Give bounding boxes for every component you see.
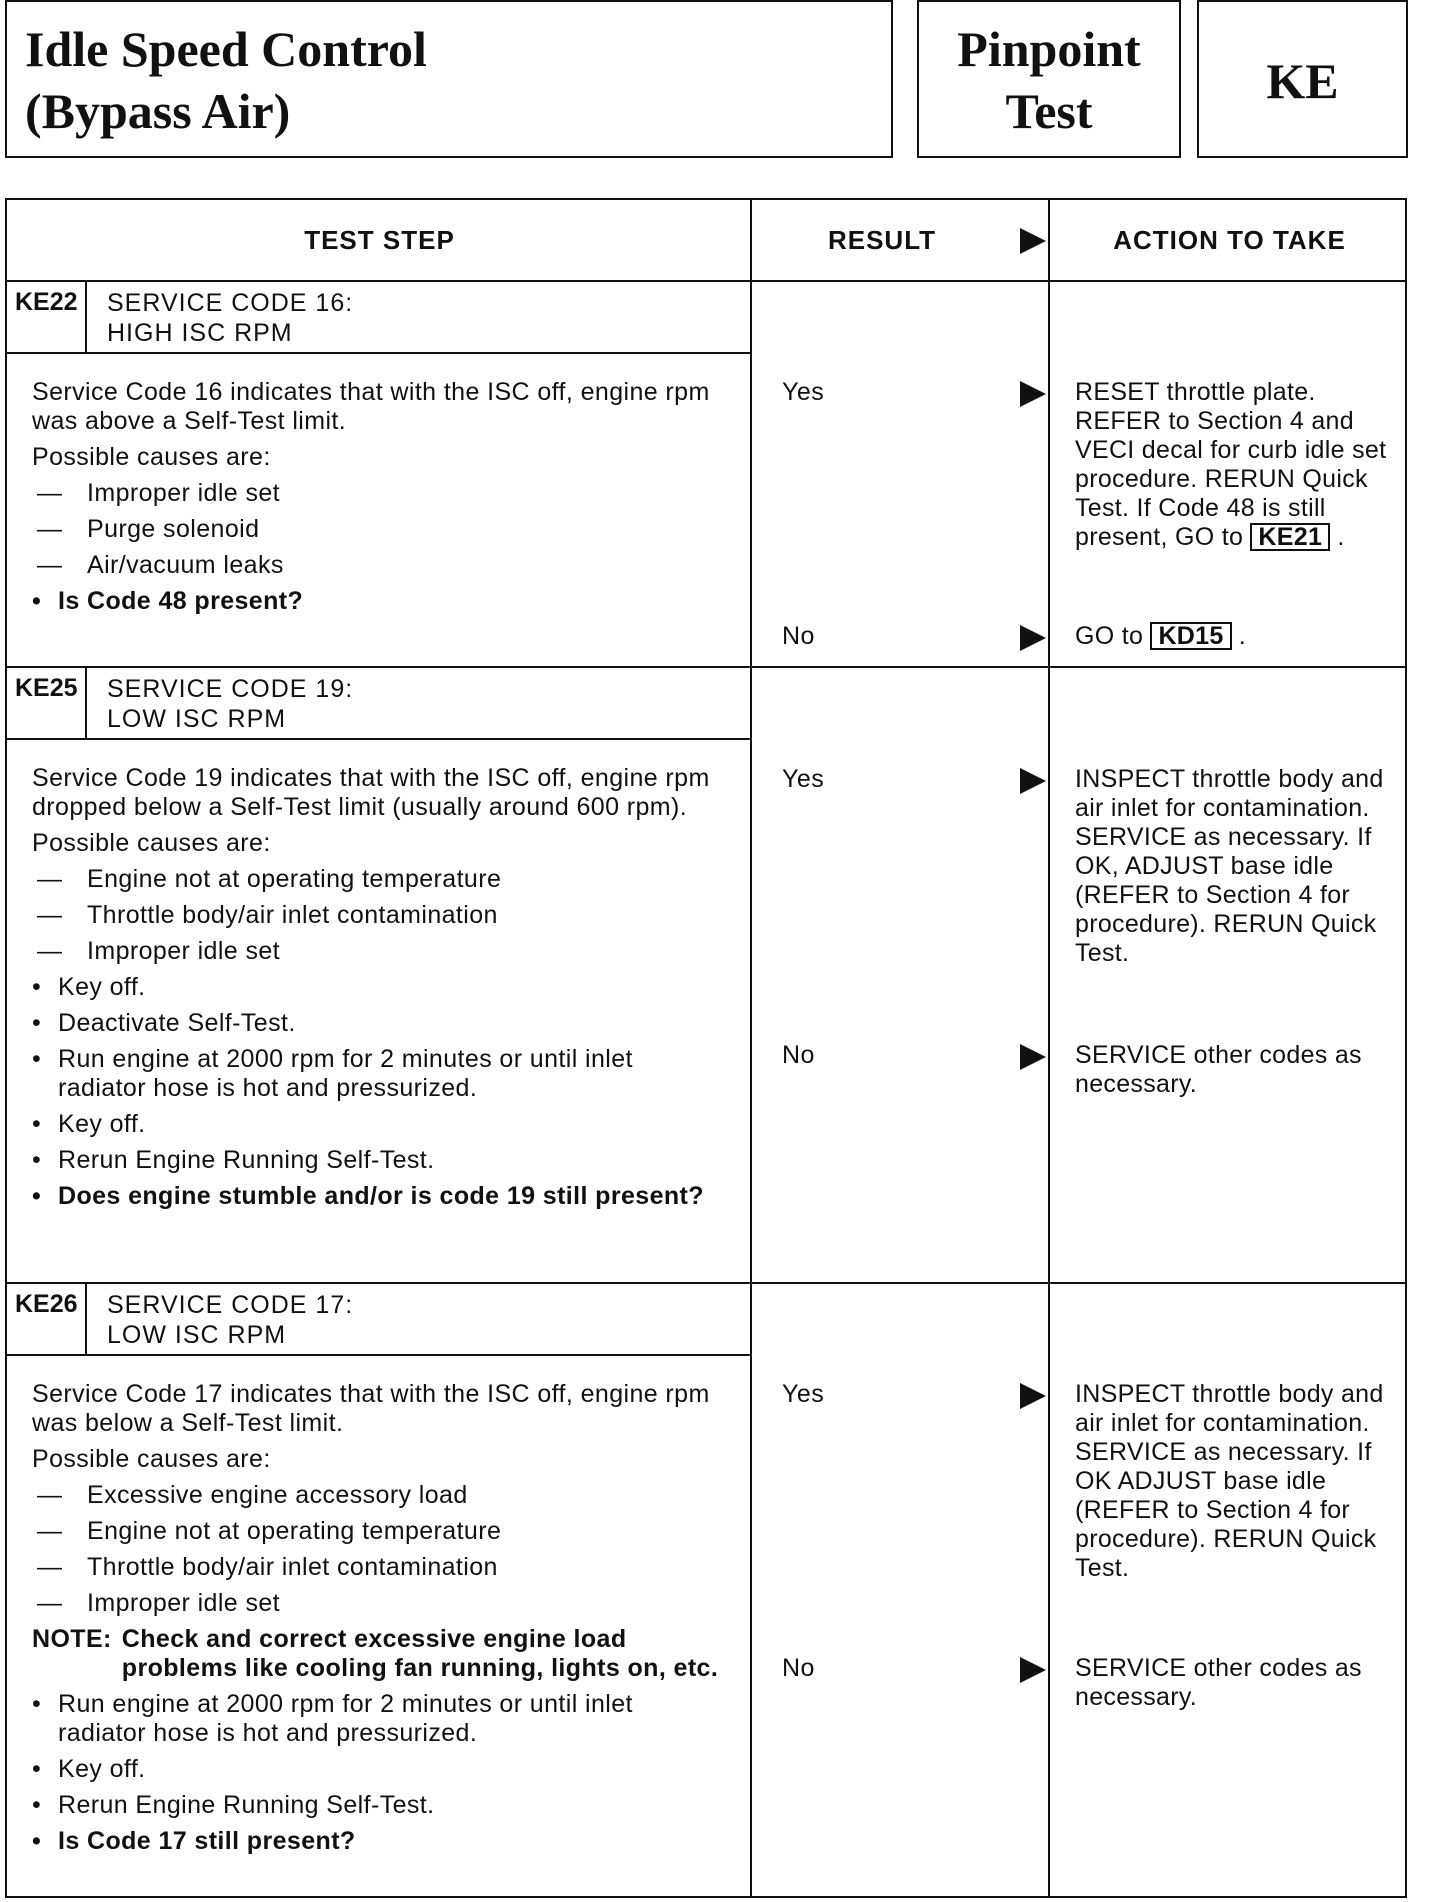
step-header [7,1284,752,1356]
procedure-step: • Rerun Engine Running Self-Test. [32,1146,722,1175]
step-body [32,764,722,1218]
cause-item: — Air/vacuum leaks [32,551,722,580]
title-line-1: Idle Speed Control [25,21,427,77]
action-no: SERVICE other codes as necessary. [1075,1041,1362,1098]
action-no-text: GO to [1075,622,1144,650]
test-code: KE [1266,53,1339,109]
procedure-step: • Deactivate Self-Test. [32,1009,722,1038]
procedure-step: • Run engine at 2000 rpm for 2 minutes or until inlet radiator hose is hot and pressurized. [32,1690,722,1748]
action-yes: INSPECT throttle body and air inlet for contamination. SERVICE as necessary. If OK ADJUST base idle (REFER to Section 4 for procedure). RERUN Quick Test. [1075,1380,1384,1582]
header-action: ACTION TO TAKE [1113,225,1346,255]
step-intro: Service Code 17 indicates that with the ISC off, engine rpm was below a Self-Test limit. [32,1380,710,1437]
step-reference: KE21 [1250,523,1330,551]
cause-item: — Engine not at operating temperature [32,1517,722,1546]
causes-label: Possible causes are: [32,829,271,857]
step-title [107,1290,353,1350]
test-code-box [1197,0,1408,158]
result-arrow-icon [1018,766,1048,796]
note-label: NOTE: [32,1625,112,1653]
procedure-step: • Key off. [32,973,722,1002]
result-arrow-icon [1018,379,1048,409]
step-header [7,668,752,740]
step-question: • Is Code 48 present? [32,587,722,616]
cause-item: — Throttle body/air inlet contamination [32,901,722,930]
step-title [107,288,353,348]
causes-label: Possible causes are: [32,443,271,471]
action-yes-text: RESET throttle plate. REFER to Section 4 and VECI decal for curb idle set procedure. RERUN Quick Test. If Code 48 is still present, GO to [1075,378,1387,551]
header-result: RESULT [827,225,937,255]
test-label: Test [1005,83,1093,139]
step-title-line-1: SERVICE CODE 16: [107,289,354,317]
pinpoint-table [5,198,1407,1898]
result-no: No [782,1654,815,1682]
action-yes: RESET throttle plate. REFER to Section 4 and VECI decal for curb idle set procedure. RERUN Quick Test. If Code 48 is still present, GO to KE21 . [1075,378,1387,551]
step-title-line-1: SERVICE CODE 19: [107,675,354,703]
cause-item: — Engine not at operating temperature [32,865,722,894]
action-no: GO to KD15 . [1075,622,1247,650]
step-section-ke22 [7,282,1405,666]
step-body [32,378,722,623]
result-yes: Yes [782,378,825,406]
cause-item: — Improper idle set [32,479,722,508]
note-text: Check and correct excessive engine load problems like cooling fan running, lights on, etc. [121,1625,719,1682]
cause-item: — Throttle body/air inlet contamination [32,1553,722,1582]
note [32,1625,722,1683]
step-title-line-2: LOW ISC RPM [107,705,287,733]
procedure-step: • Key off. [32,1755,722,1784]
result-arrow-icon [1018,1655,1048,1685]
step-title [107,674,353,734]
step-header [7,282,752,354]
title-box [5,0,893,158]
step-section-ke26 [7,1284,1405,1896]
step-title-line-2: HIGH ISC RPM [107,319,293,347]
result-arrow-icon [1018,226,1048,256]
step-intro: Service Code 16 indicates that with the ISC off, engine rpm was above a Self-Test limit. [32,378,710,435]
action-yes: INSPECT throttle body and air inlet for contamination. SERVICE as necessary. If OK, ADJUST base idle (REFER to Section 4 for procedure). RERUN Quick Test. [1075,765,1384,967]
page-title [25,18,427,142]
step-id: KE25 [7,668,87,738]
step-intro: Service Code 19 indicates that with the ISC off, engine rpm dropped below a Self-Test limit (usually around 600 rpm). [32,764,710,821]
step-body [32,1380,722,1863]
result-arrow-icon [1018,1381,1048,1411]
result-arrow-icon [1018,623,1048,653]
title-line-2: (Bypass Air) [25,83,291,139]
step-question: • Is Code 17 still present? [32,1827,722,1856]
causes-label: Possible causes are: [32,1445,271,1473]
procedure-step: • Rerun Engine Running Self-Test. [32,1791,722,1820]
result-yes: Yes [782,765,825,793]
cause-item: — Excessive engine accessory load [32,1481,722,1510]
step-id: KE22 [7,282,87,352]
procedure-step: • Key off. [32,1110,722,1139]
action-no: SERVICE other codes as necessary. [1075,1654,1362,1711]
procedure-step: • Run engine at 2000 rpm for 2 minutes or until inlet radiator hose is hot and pressurized. [32,1045,722,1103]
step-section-ke25 [7,668,1405,1282]
step-title-line-1: SERVICE CODE 17: [107,1291,354,1319]
step-id: KE26 [7,1284,87,1354]
cause-item: — Improper idle set [32,937,722,966]
cause-item: — Improper idle set [32,1589,722,1618]
step-question: • Does engine stumble and/or is code 19 still present? [32,1182,722,1211]
cause-item: — Purge solenoid [32,515,722,544]
pinpoint-label: Pinpoint [957,21,1141,77]
result-arrow-icon [1018,1042,1048,1072]
result-no: No [782,622,815,650]
result-no: No [782,1041,815,1069]
step-reference: KD15 [1150,622,1231,650]
result-yes: Yes [782,1380,825,1408]
step-title-line-2: LOW ISC RPM [107,1321,287,1349]
header-test-step: TEST STEP [304,225,455,255]
pinpoint-test-box [917,0,1181,158]
